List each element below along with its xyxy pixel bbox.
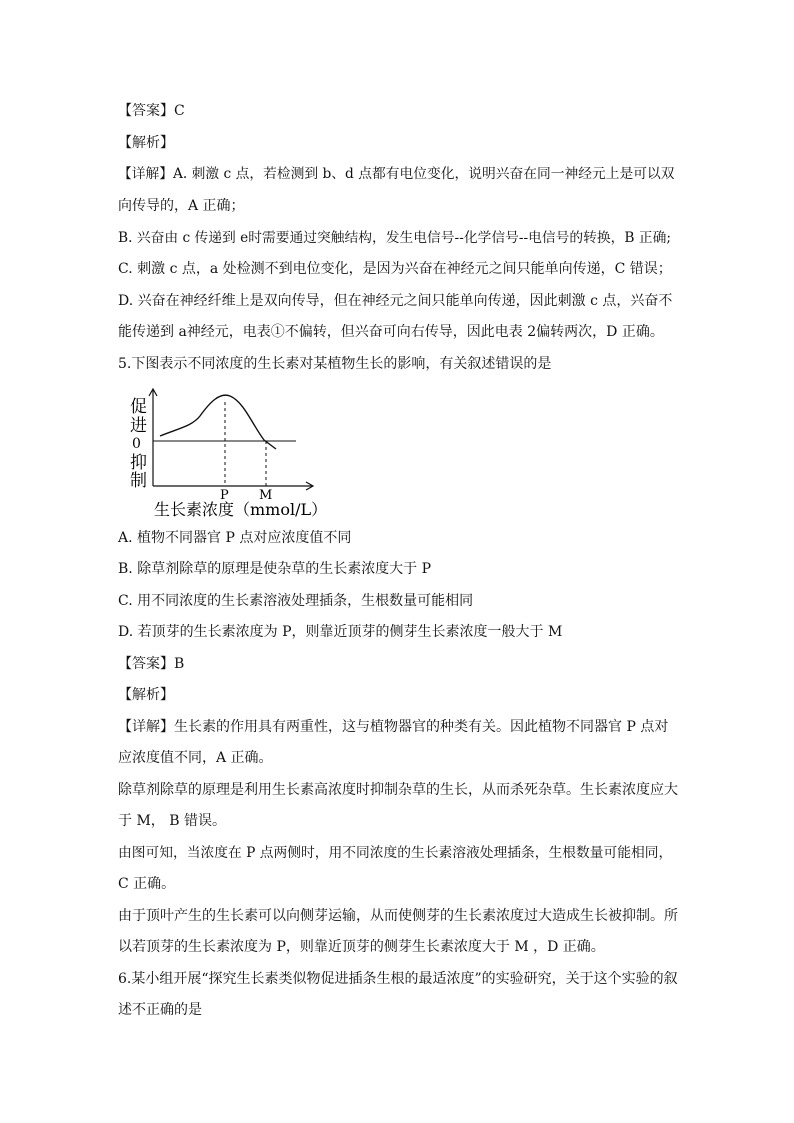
- q5-explanation-4-line-1: 由于顶叶产生的生长素可以向侧芽运输，从而使侧芽的生长素浓度过大造成生长被抑制。所: [118, 908, 678, 924]
- q4-option-b-explanation: B. 兴奋由 c 传递到 e时需要通过突触结构，发生电信号--化学信号--电信号的转换，B 正确;: [118, 230, 671, 246]
- q5-option-c: C. 用不同浓度的生长素溶液处理插条，生根数量可能相同: [118, 593, 474, 609]
- q5-answer: 【答案】B: [118, 656, 185, 672]
- q4-option-d-explanation-2: 能传递到 a神经元，电表①不偏转，但兴奋可向右传导，因此电表 2偏转两次，D 正确。: [118, 324, 664, 340]
- q5-analysis-heading: 【解析】: [118, 687, 174, 703]
- y-axis-inhibit-char-1: 抑: [130, 453, 147, 473]
- q5-option-b: B. 除草剂除草的原理是使杂草的生长素浓度大于 P: [118, 561, 432, 577]
- q5-explanation-2-line-1: 除草剂除草的原理是利用生长素高浓度时抑制杂草的生长，从而杀死杂草。生长素浓度应大: [118, 782, 678, 798]
- q6-stem-line-1: 6.某小组开展“探究生长素类似物促进插条生根的最适浓度”的实验研究，关于这个实验的叙: [118, 971, 678, 987]
- y-axis-zero: 0: [132, 436, 141, 452]
- q4-detail-line-2: 向传导的，A 正确；: [118, 198, 245, 214]
- q5-explanation-1-line-1: 【详解】生长素的作用具有两重性，这与植物器官的种类有关。因此植物不同器官 P 点对: [118, 719, 669, 735]
- y-axis-promote-char-2: 进: [130, 416, 147, 436]
- q5-option-a: A. 植物不同器官 P 点对应浓度值不同: [118, 530, 352, 546]
- auxin-effect-figure: [126, 386, 346, 520]
- q6-stem-line-2: 述不正确的是: [118, 1002, 202, 1018]
- q5-explanation-2-line-2: 于 M， B 错误。: [118, 813, 226, 829]
- p-label: P: [220, 488, 229, 503]
- q5-explanation-3-line-1: 由图可知，当浓度在 P 点两侧时，用不同浓度的生长素溶液处理插条，生根数量可能相同，: [118, 845, 673, 861]
- q4-detail-line-1: 【详解】A. 刺激 c 点，若检测到 b、d 点都有电位变化，说明兴奋在同一神经元上是可以双: [118, 166, 675, 182]
- y-axis-promote-char-1: 促: [130, 397, 147, 417]
- q4-answer: 【答案】C: [118, 103, 185, 119]
- q5-option-d: D. 若顶芽的生长素浓度为 P，则靠近顶芽的侧芽生长素浓度一般大于 M: [118, 624, 563, 640]
- q5-explanation-1-line-2: 应浓度值不同，A 正确。: [118, 750, 273, 766]
- q4-option-c-explanation: C. 刺激 c 点，a 处检测不到电位变化，是因为兴奋在神经元之间只能单向传递，C 错误；: [118, 261, 672, 277]
- q5-explanation-4-line-2: 以若顶芽的生长素浓度为 P，则靠近顶芽的侧芽生长素浓度大于 M ，D 正确。: [118, 939, 605, 955]
- q5-stem: 5.下图表示不同浓度的生长素对某植物生长的影响，有关叙述错误的是: [118, 356, 552, 372]
- q4-option-d-explanation-1: D. 兴奋在神经纤维上是双向传导，但在神经元之间只能单向传递，因此刺激 c 点，兴奋不: [118, 293, 673, 309]
- m-label: M: [259, 488, 273, 503]
- x-axis-label: 生长素浓度（mmol/L）: [154, 500, 328, 519]
- y-axis-inhibit-char-2: 制: [130, 471, 147, 491]
- q5-explanation-3-line-2: C 正确。: [118, 876, 176, 892]
- q4-analysis-heading: 【解析】: [118, 135, 174, 151]
